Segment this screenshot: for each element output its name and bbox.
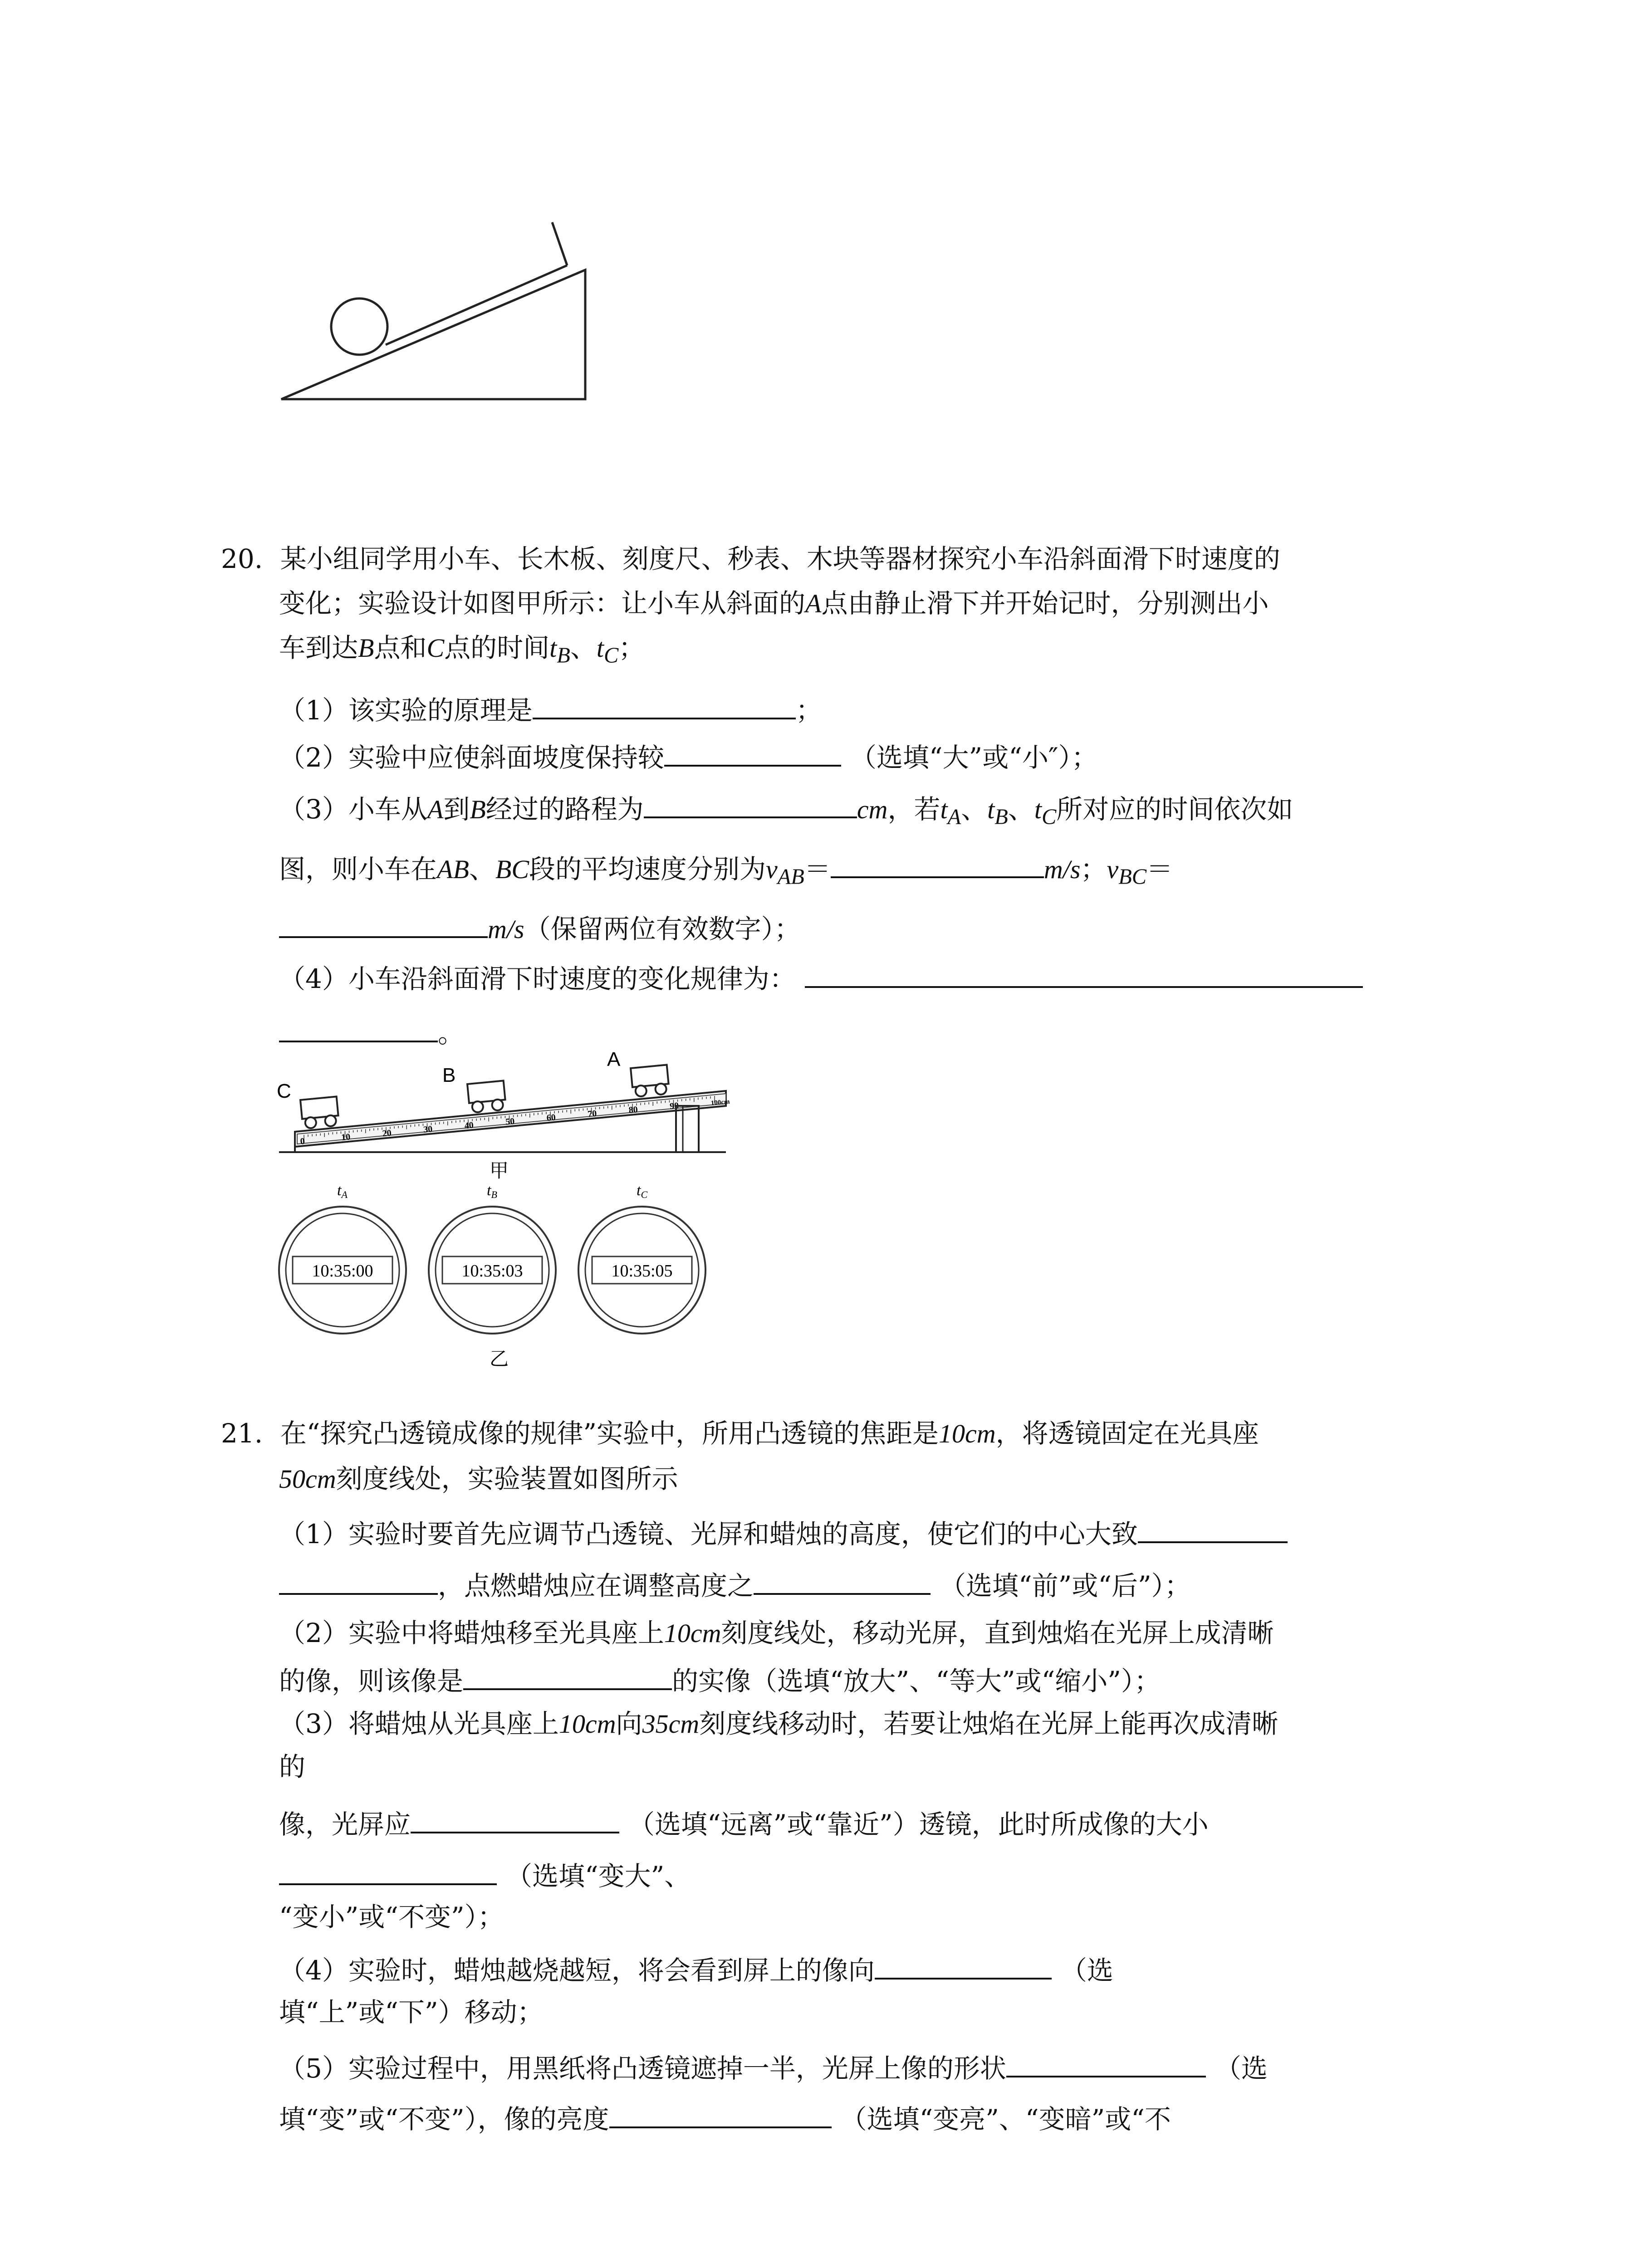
q20-p3o: C — [1041, 805, 1057, 829]
q21-p2c: 刻度线处，移动光屏，直到烛焰在光屏上成清晰 — [721, 1618, 1274, 1648]
ruler-label: 50 — [505, 1116, 515, 1127]
q21-part2-line2 — [279, 1656, 1161, 1704]
ruler-label: 80 — [628, 1105, 638, 1115]
q20-p1-text: （1）该实验的原理是 — [279, 695, 533, 726]
q21-p4-blank[interactable] — [875, 1945, 1052, 1980]
q20-stem-3h: 、 — [570, 632, 597, 663]
q20-p3y: m/s — [1043, 855, 1081, 884]
q20-part3-line2 — [279, 844, 1173, 900]
q21-p3e: 刻度线移动时，若要让烛焰在光屏上能再次成清晰 — [699, 1708, 1279, 1739]
q20-stem-3d: C — [426, 633, 445, 663]
q21-p2a: （2）实验中将蜡烛移至光具座上 — [279, 1618, 664, 1648]
stopwatch-label: tA — [337, 1182, 348, 1200]
car-c-wheel-2 — [325, 1115, 337, 1127]
q21-p5-blank-2[interactable] — [609, 2094, 832, 2128]
q20-p3ab: BC — [1118, 865, 1146, 889]
q20-p3c: 到 — [443, 794, 470, 825]
q20-stem-3a: 车到达 — [279, 632, 358, 663]
q20-p3h: t — [940, 795, 948, 824]
q20-p3aa: v — [1107, 855, 1119, 884]
caption-jia: 甲 — [489, 1160, 509, 1181]
q20-p3s: 、 — [469, 854, 495, 885]
q21-line-1 — [221, 1411, 1259, 1457]
q20-p1-end: ； — [795, 695, 822, 726]
car-c — [300, 1096, 339, 1129]
q20-p3w: AB — [777, 865, 804, 889]
q21-number: 21. — [221, 1418, 263, 1449]
q21-part3-line5 — [279, 1894, 504, 1940]
q20-p4-end: 。 — [438, 1018, 465, 1049]
ruler-label: 10 — [341, 1132, 351, 1143]
q20-p3u: 段的平均速度分别为 — [529, 854, 766, 885]
ruler-label: 60 — [546, 1112, 556, 1124]
q21-p1-blank-1b[interactable] — [279, 1560, 438, 1595]
q21-p3j: “变小”或“不变”）； — [279, 1901, 504, 1932]
q20-part3-line1 — [279, 784, 1293, 840]
q21-p3g: 像，光屏应 — [279, 1809, 411, 1840]
car-b-wheel-1 — [472, 1101, 484, 1113]
ruler-label: 90 — [669, 1100, 680, 1112]
q20-p3-distance-blank[interactable] — [644, 784, 857, 818]
q21-part3-line3 — [279, 1799, 1209, 1847]
q20-part3-line3 — [279, 904, 801, 952]
q21-s2b: 刻度线处，实验装置如图所示 — [336, 1463, 678, 1494]
label-a: A — [607, 1048, 621, 1070]
stopwatch — [279, 1207, 406, 1334]
q21-p1-blank-1[interactable] — [1138, 1509, 1288, 1543]
stopwatch — [429, 1207, 556, 1334]
q21-s1b: 10cm — [939, 1419, 996, 1448]
q20-stem-3b: B — [358, 633, 374, 663]
incline-ball-svg — [272, 218, 599, 408]
q20-figure-svg — [272, 1039, 744, 1374]
q20-stem-2c: 点由静止滑下并开始记时，分别测出小 — [821, 588, 1269, 619]
q20-stem-3g: B — [557, 643, 570, 668]
q20-stem-3k: ； — [618, 632, 645, 663]
q20-p3ad: m/s — [488, 914, 524, 944]
car-b — [467, 1080, 506, 1113]
q21-p4a: （4）实验时，蜡烛越烧越短，将会看到屏上的像向 — [279, 1955, 875, 1986]
q20-p4-answer-blank-2[interactable] — [279, 1008, 438, 1042]
q20-stem-3c: 点和 — [374, 632, 427, 663]
q20-p3e: 经过的路程为 — [485, 794, 644, 825]
car-a-wheel-2 — [655, 1083, 667, 1095]
q21-p4c: 填“上”或“下”）移动； — [279, 1997, 544, 2028]
q21-s2a: 50cm — [279, 1464, 336, 1494]
q20-vbc-blank[interactable] — [279, 904, 488, 938]
q20-p3t: BC — [495, 855, 529, 884]
car-a-wheel-1 — [635, 1085, 647, 1097]
q20-number: 20. — [221, 543, 263, 574]
q21-p2b: 10cm — [664, 1618, 721, 1648]
q20-figure — [272, 1039, 744, 1376]
q20-p3g: ，若 — [887, 794, 941, 825]
q20-stem-3i: t — [596, 633, 604, 663]
q20-p3v: v — [766, 855, 778, 884]
q21-p3f: 的 — [279, 1751, 306, 1782]
q20-vab-blank[interactable] — [831, 844, 1044, 878]
q20-p3j: 、 — [961, 794, 988, 825]
q21-p1b: ，点燃蜡烛应在调整高度之 — [438, 1570, 754, 1601]
q21-p1c: （选填“前”或“后”）； — [940, 1570, 1191, 1601]
string-line — [386, 265, 567, 345]
stopwatch-label: tB — [487, 1182, 497, 1200]
q21-p3a: （3）将蜡烛从光具座上 — [279, 1708, 559, 1739]
q21-p3c: 向 — [616, 1708, 642, 1739]
q20-p3q: 图，则小车在 — [279, 854, 437, 885]
q21-p3h: （选填“远离”或“靠近”）透镜，此时所成像的大小 — [628, 1809, 1209, 1840]
q21-part3-line4 — [279, 1851, 691, 1899]
stopwatch-label: tC — [637, 1182, 648, 1200]
label-c: C — [277, 1080, 291, 1102]
label-b: B — [442, 1064, 456, 1086]
q21-p4b: （选 — [1060, 1955, 1113, 1986]
q20-p3i: A — [947, 805, 961, 829]
car-b-wheel-2 — [492, 1099, 504, 1111]
q20-p4-text: （4）小车沿斜面滑下时速度的变化规律为： — [279, 963, 796, 994]
q21-p3-blank-2[interactable] — [279, 1851, 497, 1885]
q21-p3d: 35cm — [642, 1709, 700, 1739]
car-a — [631, 1065, 670, 1097]
q21-part5-line1 — [279, 2043, 1268, 2091]
ruler-label: 40 — [464, 1120, 474, 1131]
q20-p3ac: ＝ — [1146, 854, 1173, 885]
q21-p5c: 填“变”或“不变”），像的亮度 — [279, 2104, 609, 2135]
q21-part1-line1 — [279, 1509, 1288, 1557]
q20-p3r: AB — [437, 855, 469, 884]
incline-triangle — [281, 270, 585, 399]
ruler-label: 100cm — [710, 1098, 730, 1107]
q20-p3d: B — [470, 795, 486, 824]
q20-line-2 — [279, 581, 1269, 626]
q21-s1c: ，将透镜固定在光具座 — [995, 1418, 1259, 1449]
ruler-label: 0 — [299, 1136, 305, 1147]
caption-yi: 乙 — [489, 1348, 509, 1369]
q20-p3l: B — [994, 805, 1008, 829]
q21-part4-line1 — [279, 1945, 1113, 1993]
q21-p3b: 10cm — [558, 1709, 616, 1739]
q21-part3-line1 — [279, 1701, 1278, 1747]
q20-part2 — [279, 732, 1098, 780]
q21-part3-line2 — [279, 1744, 305, 1789]
q20-stem-2b: A — [805, 589, 822, 618]
q20-p3k: t — [987, 795, 995, 824]
q20-p3p: 所对应的时间依次如 — [1056, 794, 1293, 825]
q20-p3a: （3）小车从 — [279, 794, 427, 825]
q20-p2-answer-blank[interactable] — [664, 732, 841, 767]
q20-p3z: ； — [1080, 854, 1107, 885]
q20-line-3 — [279, 625, 645, 679]
q21-part1-line2 — [279, 1560, 1191, 1608]
q20-line-1 — [221, 536, 1280, 582]
q20-part1 — [279, 685, 822, 733]
q21-p2-blank[interactable] — [463, 1656, 672, 1690]
support-block — [676, 1106, 699, 1152]
string-end — [552, 222, 567, 265]
q20-p3m: 、 — [1008, 794, 1034, 825]
ruler-label: 20 — [382, 1128, 392, 1139]
q20-p3f: cm — [857, 795, 888, 824]
stopwatch — [578, 1207, 705, 1334]
q21-p5d: （选填“变亮”、“变暗”或“不 — [840, 2104, 1171, 2135]
q20-p3ae: （保留两位有效数字）； — [524, 914, 801, 944]
stopwatch-time: 10:35:05 — [611, 1261, 673, 1281]
q21-part5-line2 — [279, 2094, 1171, 2142]
q20-p1-answer-blank[interactable] — [533, 685, 796, 719]
q21-part2-line1 — [279, 1610, 1274, 1656]
ruler-label: 30 — [423, 1124, 433, 1135]
q20-part4 — [279, 953, 1363, 1002]
q21-p5-blank-1[interactable] — [1006, 2043, 1206, 2077]
q21-p2e: 的实像（选填“放大”、“等大”或“缩小”）； — [672, 1666, 1161, 1696]
ball-circle — [331, 298, 387, 355]
q21-p3-blank-1[interactable] — [411, 1799, 619, 1833]
q20-p3n: t — [1034, 795, 1042, 824]
stopwatch-time: 10:35:00 — [312, 1261, 373, 1281]
car-c-wheel-1 — [305, 1117, 317, 1129]
incline-ball-figure — [272, 218, 599, 410]
q20-p2-end: （选填“大”或“小″）； — [850, 742, 1098, 773]
q21-p5b: （选 — [1215, 2053, 1268, 2084]
ruler-label: 70 — [587, 1108, 598, 1119]
q21-line-2 — [279, 1456, 678, 1502]
q21-p2d: 的像，则该像是 — [279, 1666, 464, 1696]
q21-s1a: 在“探究凸透镜成像的规律”实验中，所用凸透镜的焦距是 — [280, 1418, 939, 1449]
q21-p3i: （选填“变大”、 — [506, 1861, 691, 1892]
q20-p4-answer-blank[interactable] — [805, 953, 1363, 988]
q21-p1-blank-2[interactable] — [754, 1560, 931, 1595]
timers — [279, 1182, 705, 1334]
q20-stem-2a: 变化；实验设计如图甲所示：让小车从斜面的 — [279, 588, 806, 619]
q20-p2-text: （2）实验中应使斜面坡度保持较 — [279, 742, 664, 773]
q20-p3x: ＝ — [804, 854, 831, 885]
q21-part4-line2 — [279, 1989, 544, 2035]
q20-stem-3f: t — [549, 633, 557, 663]
q21-p5a: （5）实验过程中，用黑纸将凸透镜遮掉一半，光屏上像的形状 — [279, 2053, 1006, 2084]
q21-p1a: （1）实验时要首先应调节凸透镜、光屏和蜡烛的高度，使它们的中心大致 — [279, 1519, 1138, 1549]
q20-stem-3e: 点的时间 — [444, 632, 550, 663]
q20-stem-1: 某小组同学用小车、长木板、刻度尺、秒表、木块等器材探究小车沿斜面滑下时速度的 — [280, 543, 1280, 574]
stopwatch-time: 10:35:03 — [461, 1261, 523, 1281]
q20-stem-3j: C — [603, 643, 619, 668]
q20-p3b: A — [427, 795, 444, 824]
